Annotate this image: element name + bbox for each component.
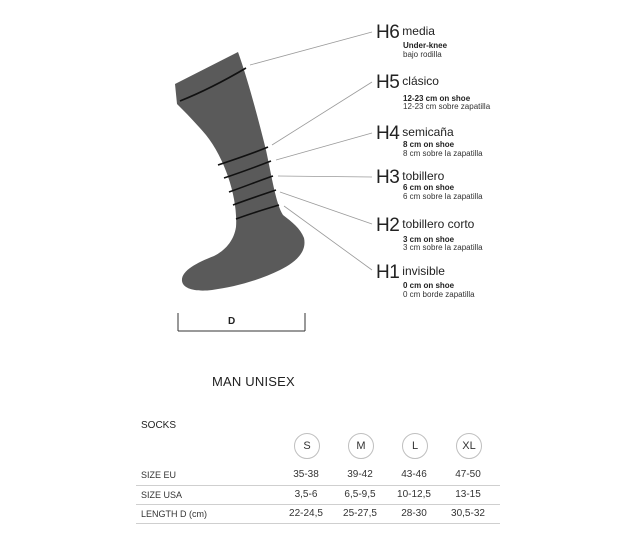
height-code: H2: [376, 215, 400, 236]
height-label-h6: [376, 22, 448, 59]
size-header-s: S: [294, 433, 320, 459]
height-name: tobillero corto: [402, 217, 475, 231]
height-label-h4: [376, 123, 483, 158]
height-desc-es: bajo rodilla: [403, 50, 442, 59]
height-desc-es: 12-23 cm sobre zapatilla: [403, 102, 491, 111]
height-desc-en: 0 cm on shoe: [403, 281, 455, 290]
height-desc-en: 8 cm on shoe: [403, 140, 455, 149]
height-name: invisible: [402, 264, 445, 278]
leader-h6: [250, 32, 372, 65]
height-desc-en: 12-23 cm on shoe: [403, 94, 471, 103]
leader-h5: [272, 82, 372, 145]
height-desc-es: 0 cm borde zapatilla: [403, 290, 475, 299]
table-cell: 35-38: [293, 469, 319, 480]
size-header-xl: XL: [456, 433, 482, 459]
table-cell: 25-27,5: [343, 508, 377, 519]
row-divider: [136, 523, 500, 524]
table-cell: 22-24,5: [289, 508, 323, 519]
height-desc-en: 3 cm on shoe: [403, 235, 455, 244]
height-code: H1: [376, 262, 400, 283]
height-label-h5: [376, 72, 491, 111]
dimension-bracket: [178, 313, 305, 331]
row-divider: [136, 485, 500, 486]
height-desc-es: 3 cm sobre la zapatilla: [403, 243, 483, 252]
table-cell: 28-30: [401, 508, 427, 519]
height-desc-es: 6 cm sobre la zapatilla: [403, 192, 483, 201]
table-cell: 6,5-9,5: [344, 489, 376, 500]
table-cell: 3,5-6: [294, 489, 318, 500]
height-desc-es: 8 cm sobre la zapatilla: [403, 149, 483, 158]
row-label-size-usa: SIZE USA: [141, 490, 183, 500]
height-code: H6: [376, 22, 400, 43]
table-cell: 13-15: [455, 489, 481, 500]
height-label-h1: [376, 262, 475, 299]
height-label-h2: [376, 215, 483, 252]
size-header-m: M: [348, 433, 374, 459]
table-cell: 47-50: [455, 469, 481, 480]
section-title: MAN UNISEX: [212, 374, 295, 389]
table-cell: 30,5-32: [451, 508, 485, 519]
height-code: H4: [376, 123, 400, 144]
size-header-l: L: [402, 433, 428, 459]
height-name: media: [402, 24, 435, 38]
row-label-size-eu: SIZE EU: [141, 470, 177, 480]
dimension-label: D: [228, 316, 236, 327]
height-desc-en: 6 cm on shoe: [403, 183, 455, 192]
table-cell: 43-46: [401, 469, 427, 480]
leader-h2: [280, 192, 372, 224]
height-label-h3: [376, 167, 483, 201]
table-cell: 10-12,5: [397, 489, 431, 500]
height-code: H5: [376, 72, 400, 93]
height-name: clásico: [402, 74, 439, 88]
leader-h4: [276, 133, 372, 160]
height-code: H3: [376, 167, 400, 188]
sock-illustration: [175, 52, 304, 291]
row-label-length-d: LENGTH D (cm): [141, 509, 207, 519]
height-desc-en: Under-knee: [403, 41, 448, 50]
height-name: tobillero: [402, 169, 445, 183]
leader-h3: [278, 176, 372, 177]
table-cell: 39-42: [347, 469, 373, 480]
height-name: semicaña: [402, 125, 454, 139]
table-title: SOCKS: [141, 420, 177, 431]
row-divider: [136, 504, 500, 505]
